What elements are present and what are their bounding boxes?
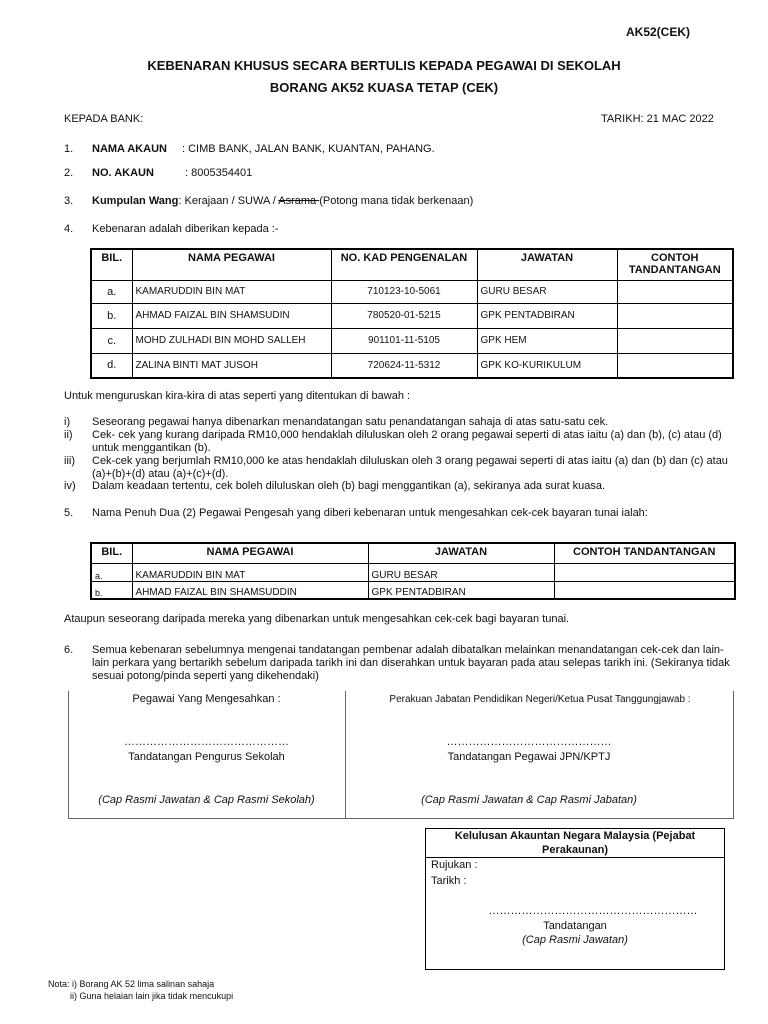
rule-4-number: iv)	[64, 480, 76, 492]
after-table-2-text: Ataupun seseorang daripada mereka yang dibenarkan untuk mengesahkan cek-cek bagi bayaran tunai.	[64, 613, 570, 625]
header-nama-pegawai: NAMA PEGAWAI	[132, 543, 368, 563]
row-jawatan: GPK PENTADBIRAN	[477, 303, 617, 328]
rule-1-text: Seseorang pegawai hanya dibenarkan menandatangan satu penandatangan sahaja di atas satu-satu cek.	[92, 416, 609, 428]
approval-title-divider	[425, 857, 725, 858]
row-bil: a.	[91, 563, 132, 581]
approval-title-line-1: Kelulusan Akauntan Negara Malaysia (Pejabat	[454, 830, 696, 842]
row-ic: 780520-01-5215	[331, 303, 477, 328]
row-jawatan: GURU BESAR	[368, 563, 554, 581]
rule-4-text: Dalam keadaan tertentu, cek boleh diluluskan oleh (b) bagi menggantikan (a), sekiranya ada surat kuasa.	[92, 480, 606, 492]
row-nama: KAMARUDDIN BIN MAT	[132, 280, 331, 303]
table-row	[91, 303, 733, 328]
row-ic: 720624-11-5312	[331, 353, 477, 378]
header-contoh-tandatangan: CONTOH TANDANTANGAN	[554, 543, 735, 563]
rule-2-text: Cek- cek yang kurang daripada RM10,000 hendaklah diluluskan oleh 2 orang pegawai seperti di atas iaitu (a) dan (b), (c) atau (d) untuk menggantikan (b).	[92, 429, 722, 454]
right-sign-stamp-note: (Cap Rasmi Jawatan & Cap Rasmi Jabatan)	[421, 794, 637, 806]
row-nama: KAMARUDDIN BIN MAT	[132, 563, 368, 581]
left-sign-dotted-line: ………………………………………	[124, 736, 289, 748]
cash-verifiers-table	[90, 542, 736, 600]
note-line-2: ii) Guna helaian lain jika tidak mencukupi	[70, 991, 234, 1001]
row-bil: d.	[91, 353, 132, 378]
table-row	[91, 581, 735, 599]
row-nama: AHMAD FAIZAL BIN SHAMSUDDIN	[132, 581, 368, 599]
row-ic: 710123-10-5061	[331, 280, 477, 303]
row-signature-box	[617, 328, 733, 353]
fund-group-label: Kumpulan Wang	[92, 195, 179, 207]
note-line-1: Nota: i) Borang AK 52 lima salinan sahaja	[48, 979, 215, 989]
approval-title-line-2: Perakaunan)	[541, 844, 609, 856]
approval-stamp-note: (Cap Rasmi Jawatan)	[522, 934, 628, 946]
rules-intro: Untuk menguruskan kira-kira di atas seperti yang ditentukan di bawah :	[64, 390, 411, 402]
header-nama-pegawai: NAMA PEGAWAI	[132, 249, 331, 280]
left-sign-caption: Tandatangan Pengurus Sekolah	[128, 751, 285, 763]
row-signature-box	[554, 581, 735, 599]
table-header-row	[91, 249, 733, 280]
item-3-number: 3.	[64, 195, 74, 207]
right-sign-heading: Perakuan Jabatan Pendidikan Negeri/Ketua Pusat Tanggungjawab :	[389, 694, 691, 705]
row-signature-box	[554, 563, 735, 581]
approval-date-label: Tarikh :	[431, 875, 467, 887]
item-1-number: 1.	[64, 143, 74, 155]
fund-group-options: : Kerajaan / SUWA /	[178, 195, 279, 207]
left-sign-heading: Pegawai Yang Mengesahkan :	[132, 693, 281, 705]
table-header-row	[91, 543, 735, 563]
row-signature-box	[617, 303, 733, 328]
item-2-number: 2.	[64, 167, 74, 179]
header-jawatan: JAWATAN	[368, 543, 554, 563]
row-bil: b.	[91, 303, 132, 328]
right-sign-caption: Tandatangan Pegawai JPN/KPTJ	[447, 751, 611, 763]
to-bank-label: KEPADA BANK:	[64, 113, 144, 125]
approval-dotted-line: …………………………………………………	[488, 905, 698, 917]
authorized-officers-table	[90, 248, 734, 379]
account-name-value: : CIMB BANK, JALAN BANK, KUANTAN, PAHANG.	[182, 143, 435, 155]
fund-group-note: (Potong mana tidak berkenaan)	[319, 195, 474, 207]
row-bil: a.	[91, 280, 132, 303]
row-jawatan: GPK PENTADBIRAN	[368, 581, 554, 599]
account-number-label: NO. AKAUN	[92, 167, 154, 179]
header-bil: BIL.	[91, 249, 132, 280]
row-bil: c.	[91, 328, 132, 353]
header-no-kad-pengenalan: NO. KAD PENGENALAN	[331, 249, 477, 280]
form-code: AK52(CEK)	[626, 25, 691, 39]
date-label: TARIKH: 21 MAC 2022	[601, 113, 714, 125]
right-sign-dotted-line: ………………………………………	[446, 736, 612, 748]
header-jawatan: JAWATAN	[477, 249, 617, 280]
account-name-label: NAMA AKAUN	[92, 143, 167, 155]
row-bil: b.	[91, 581, 132, 599]
row-nama: ZALINA BINTI MAT JUSOH	[132, 353, 331, 378]
item-6-number: 6.	[64, 644, 74, 656]
rule-3-number: iii)	[64, 455, 75, 467]
table-row	[91, 563, 735, 581]
approval-reference-label: Rujukan :	[431, 859, 478, 871]
title-line-1: KEBENARAN KHUSUS SECARA BERTULIS KEPADA PEGAWAI DI SEKOLAH	[147, 58, 621, 73]
row-jawatan: GURU BESAR	[477, 280, 617, 303]
header-contoh-tandatangan: CONTOH TANDANTANGAN	[617, 249, 733, 280]
fund-group-line	[92, 195, 473, 207]
row-jawatan: GPK HEM	[477, 328, 617, 353]
left-sign-stamp-note: (Cap Rasmi Jawatan & Cap Rasmi Sekolah)	[98, 794, 315, 806]
fund-group-struck-option: Asrama	[278, 195, 320, 207]
rule-2-number: ii)	[64, 429, 73, 441]
row-signature-box	[617, 280, 733, 303]
approval-sign-caption: Tandatangan	[543, 920, 607, 932]
row-nama: AHMAD FAIZAL BIN SHAMSUDIN	[132, 303, 331, 328]
row-signature-box	[617, 353, 733, 378]
header-bil: BIL.	[91, 543, 132, 563]
rule-1-number: i)	[64, 416, 71, 428]
rule-3-text: Cek-cek yang berjumlah RM10,000 ke atas hendaklah diluluskan oleh 3 orang pegawai seperti di atas iaitu (a) dan (b) dan (c) atau (a)+(b)+(d) atau (a)+(c)+(d).	[92, 455, 728, 480]
table-row	[91, 328, 733, 353]
table-row	[91, 280, 733, 303]
item-6-text: Semua kebenaran sebelumnya mengenai tandatangan pembenar adalah dibatalkan melainkan menandatangan cek-cek dan lain-lain perkara yang bertarikh sebelum daripada tarikh ini dan diserahkan untuk bayaran pada atau selepas tarikh ini. (Sekiranya tidak sesuai potong/pinda seperti yang dikehendaki)	[92, 644, 730, 682]
account-number-value: : 8005354401	[185, 167, 253, 179]
row-jawatan: GPK KO-KURIKULUM	[477, 353, 617, 378]
item-4-number: 4.	[64, 223, 74, 235]
row-nama: MOHD ZULHADI BIN MOHD SALLEH	[132, 328, 331, 353]
item-4-text: Kebenaran adalah diberikan kepada :-	[92, 223, 279, 235]
row-ic: 901101-11-5105	[331, 328, 477, 353]
item-5-number: 5.	[64, 507, 74, 519]
table-row	[91, 353, 733, 378]
item-5-text: Nama Penuh Dua (2) Pegawai Pengesah yang diberi kebenaran untuk mengesahkan cek-cek bayaran tunai ialah:	[92, 507, 648, 519]
title-line-2: BORANG AK52 KUASA TETAP (CEK)	[269, 80, 499, 95]
